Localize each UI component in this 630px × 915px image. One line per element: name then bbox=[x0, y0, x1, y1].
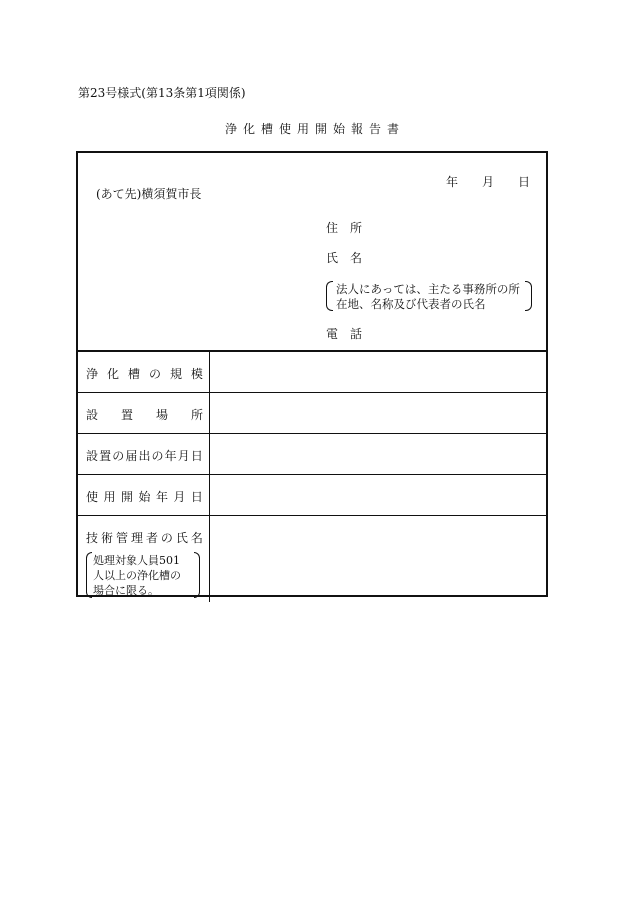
label-char: 日 bbox=[190, 490, 203, 504]
page-title: 浄化槽使用開始報告書 bbox=[224, 122, 405, 136]
label-char: の bbox=[148, 367, 161, 381]
report-form bbox=[76, 151, 548, 597]
label-technical-manager bbox=[86, 529, 203, 546]
value-technical-manager[interactable] bbox=[210, 516, 546, 602]
applicant-section bbox=[78, 153, 546, 352]
label-location bbox=[86, 406, 203, 423]
label-char: 開 bbox=[120, 490, 133, 504]
row-label bbox=[78, 475, 210, 515]
label-char: 用 bbox=[103, 490, 116, 504]
date-day-label: 日 bbox=[518, 175, 531, 189]
row-label bbox=[78, 393, 210, 433]
technical-manager-note bbox=[86, 552, 200, 598]
addressee: (あて先)横須賀市長 bbox=[96, 187, 202, 201]
row-location bbox=[78, 393, 546, 434]
label-notification-date bbox=[86, 447, 203, 464]
label-char: 月 bbox=[173, 490, 186, 504]
details-table bbox=[78, 352, 546, 602]
name-label: 氏 名 bbox=[326, 251, 363, 265]
label-char: 術 bbox=[100, 531, 113, 545]
row-start-date bbox=[78, 475, 546, 516]
value-notification-date[interactable] bbox=[210, 434, 546, 474]
label-char: 浄 bbox=[86, 367, 99, 381]
note-line-2: 人以上の浄化槽の bbox=[93, 569, 181, 582]
label-char: の bbox=[160, 531, 173, 545]
label-char: 技 bbox=[86, 531, 99, 545]
label-char: 置 bbox=[99, 449, 112, 463]
label-char: 置 bbox=[120, 408, 133, 422]
label-char: 月 bbox=[177, 449, 190, 463]
label-char: の bbox=[112, 449, 125, 463]
label-char: 管 bbox=[115, 531, 128, 545]
right-bracket bbox=[525, 281, 532, 311]
row-notification-date bbox=[78, 434, 546, 475]
row-label bbox=[78, 516, 210, 602]
label-char: 設 bbox=[86, 408, 99, 422]
label-char: 年 bbox=[155, 490, 168, 504]
label-char: 所 bbox=[190, 408, 203, 422]
label-scale bbox=[86, 365, 203, 382]
label-char: 化 bbox=[106, 367, 119, 381]
corporate-note bbox=[326, 281, 532, 311]
right-bracket bbox=[194, 552, 200, 598]
form-number: 第23号様式(第13条第1項関係) bbox=[78, 86, 246, 100]
label-char: 者 bbox=[145, 531, 158, 545]
label-char: 規 bbox=[169, 367, 182, 381]
left-bracket bbox=[326, 281, 333, 311]
row-label bbox=[78, 434, 210, 474]
corporate-note-line-2: 在地、名称及び代表者の氏名 bbox=[336, 297, 486, 311]
label-start-date bbox=[86, 488, 203, 505]
left-bracket bbox=[86, 552, 92, 598]
label-char: 氏 bbox=[175, 531, 188, 545]
label-char: 設 bbox=[86, 449, 99, 463]
label-char: 始 bbox=[138, 490, 151, 504]
label-char: 模 bbox=[190, 367, 203, 381]
note-line-1: 処理対象人員501 bbox=[93, 554, 180, 567]
row-label bbox=[78, 352, 210, 392]
label-char: 使 bbox=[86, 490, 99, 504]
label-char: 届 bbox=[125, 449, 138, 463]
label-char: 場 bbox=[155, 408, 168, 422]
label-char: の bbox=[151, 449, 164, 463]
corporate-note-line-1: 法人にあっては、主たる事務所の所 bbox=[336, 282, 520, 296]
address-label: 住 所 bbox=[326, 221, 363, 235]
note-line-3: 場合に限る。 bbox=[93, 584, 159, 597]
phone-label: 電 話 bbox=[326, 327, 363, 341]
value-location[interactable] bbox=[210, 393, 546, 433]
label-char: 出 bbox=[138, 449, 151, 463]
row-technical-manager bbox=[78, 516, 546, 602]
row-scale bbox=[78, 352, 546, 393]
label-char: 槽 bbox=[127, 367, 140, 381]
label-char: 名 bbox=[190, 531, 203, 545]
date-year-label: 年 bbox=[446, 175, 459, 189]
value-scale[interactable] bbox=[210, 352, 546, 392]
label-char: 日 bbox=[190, 449, 203, 463]
date-month-label: 月 bbox=[482, 175, 495, 189]
label-char: 年 bbox=[164, 449, 177, 463]
value-start-date[interactable] bbox=[210, 475, 546, 515]
label-char: 理 bbox=[130, 531, 143, 545]
